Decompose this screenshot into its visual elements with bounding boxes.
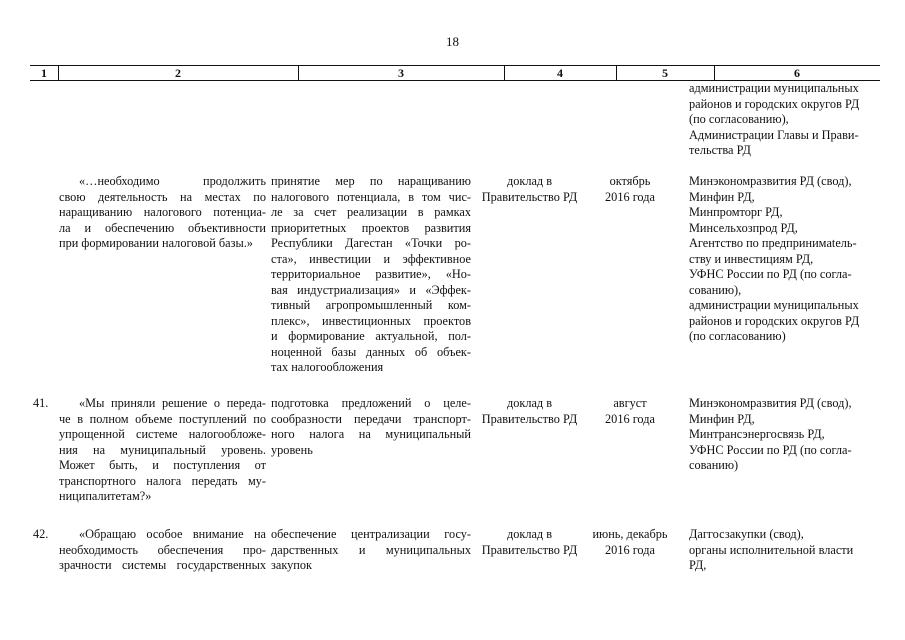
row-deadline bbox=[590, 527, 670, 558]
text-line: администрации муниципальных bbox=[689, 81, 859, 95]
text-line: Может быть, и поступления от bbox=[59, 458, 266, 472]
text-line: Минфин РД, bbox=[689, 189, 755, 204]
row-measure bbox=[271, 396, 471, 458]
text-line: обеспечение централизации госу- bbox=[271, 527, 471, 541]
text-line: зрачности системы государственных bbox=[59, 558, 266, 572]
text-line: необходимость обеспечения про- bbox=[59, 542, 266, 557]
text-line: Минэкономразвития РД (свод), bbox=[689, 174, 852, 188]
text-line: дарственных и муниципальных bbox=[271, 542, 471, 557]
text-line: (по согласованию) bbox=[689, 329, 786, 343]
text-line: Минсельхозпрод РД, bbox=[689, 220, 798, 235]
row-report-form bbox=[477, 527, 582, 558]
text-line: Агентство по предпринимatель- bbox=[689, 236, 857, 250]
row-measure bbox=[271, 174, 471, 376]
text-line: администрации муниципальных bbox=[689, 298, 859, 312]
text-line: сообразности передачи транспорт- bbox=[271, 411, 471, 426]
text-line: тах налогообложения bbox=[271, 360, 384, 374]
text-line: доклад в bbox=[506, 396, 553, 410]
text-line: «…необходимо продолжить bbox=[79, 174, 266, 188]
row-quote bbox=[59, 396, 266, 505]
text-line: 2016 года bbox=[605, 189, 655, 204]
row-number: 42. bbox=[33, 527, 49, 541]
text-line: транспортного налога передать му- bbox=[59, 473, 266, 488]
text-line: Администрации Главы и Прави- bbox=[689, 127, 859, 142]
text-line: районов и городских округов РД bbox=[689, 96, 860, 111]
text-line: тельства РД bbox=[689, 143, 751, 157]
text-line: Минэкономразвития РД (свод), bbox=[689, 396, 852, 410]
text-line: приоритетных проектов развития bbox=[271, 220, 471, 235]
row-quote bbox=[59, 527, 266, 574]
row-measure bbox=[271, 527, 471, 574]
text-line: Минпромторг РД, bbox=[689, 205, 783, 219]
row-responsible bbox=[689, 174, 874, 345]
text-line: Минтрансэнергосвязь РД, bbox=[689, 427, 825, 441]
table-header bbox=[30, 65, 880, 81]
text-line: вая индустриализация» и «Эффек- bbox=[271, 282, 471, 297]
header-col-3: 3 bbox=[398, 66, 404, 80]
text-line: РД, bbox=[689, 558, 707, 572]
text-line: подготовка предложений о целе- bbox=[271, 396, 471, 410]
text-line: органы исполнительной власти bbox=[689, 542, 854, 557]
text-line: сованию) bbox=[689, 458, 739, 472]
text-line: Республики Дагестан «Точки ро- bbox=[271, 236, 471, 250]
header-col-1: 1 bbox=[41, 66, 47, 80]
text-line: август bbox=[613, 396, 647, 410]
text-line: УФНС России по РД (по согла- bbox=[689, 442, 852, 457]
text-line: Правительство РД bbox=[481, 542, 578, 557]
text-line: принятие мер по наращиванию bbox=[271, 174, 471, 188]
text-line: сованию), bbox=[689, 282, 742, 297]
text-line: (по согласованию), bbox=[689, 112, 789, 126]
text-line: территориальное развитие», «Но- bbox=[271, 267, 471, 281]
text-line: плекс», инвестиционных проектов bbox=[271, 313, 471, 328]
text-line: налогового потенциала, в том чис- bbox=[271, 189, 471, 204]
text-line: тивный агропромышленный ком- bbox=[271, 298, 471, 312]
text-line: июнь, декабрь bbox=[592, 527, 668, 541]
text-line: свою деятельность на местах по bbox=[59, 189, 266, 204]
text-line: че в полном объеме поступлений по bbox=[59, 411, 266, 426]
row-number: 41. bbox=[33, 396, 49, 410]
text-line: «Мы приняли решение о переда- bbox=[79, 396, 266, 410]
text-line: закупок bbox=[271, 558, 312, 572]
row-quote bbox=[59, 174, 266, 252]
text-line: Правительство РД bbox=[481, 189, 578, 204]
text-line: при формировании налоговой базы.» bbox=[59, 236, 253, 250]
text-line: ного налога на муниципальный bbox=[271, 427, 471, 441]
header-col-4: 4 bbox=[557, 66, 563, 80]
row-report-form bbox=[477, 174, 582, 205]
text-line: ству и инвестициям РД, bbox=[689, 251, 814, 266]
text-line: упрощенной системе налогообложе- bbox=[59, 427, 266, 441]
text-line: октябрь bbox=[609, 174, 651, 188]
text-line: Правительство РД bbox=[481, 411, 578, 426]
text-line: УФНС России по РД (по согла- bbox=[689, 267, 852, 281]
text-line: уровень bbox=[271, 442, 313, 457]
row-report-form bbox=[477, 396, 582, 427]
text-line: ла и обеспечению объективности bbox=[59, 220, 266, 235]
continuation-col6 bbox=[689, 81, 874, 159]
text-line: Даггосзакупки (свод), bbox=[689, 527, 804, 541]
page-number: 18 bbox=[446, 34, 459, 49]
row-deadline bbox=[590, 396, 670, 427]
text-line: 2016 года bbox=[605, 411, 655, 426]
text-line: и формирование актуальной, пол- bbox=[271, 329, 471, 343]
text-line: ноценной базы данных об объек- bbox=[271, 344, 471, 359]
header-col-5: 5 bbox=[662, 66, 668, 80]
text-line: наращиванию налогового потенциа- bbox=[59, 205, 266, 219]
text-line: ниципалитетам?» bbox=[59, 489, 152, 503]
header-col-6: 6 bbox=[794, 66, 800, 80]
text-line: ле за счет реализации в рамках bbox=[271, 205, 471, 219]
text-line: ста», инвестиции и эффективное bbox=[271, 251, 471, 266]
header-col-2: 2 bbox=[175, 66, 181, 80]
row-responsible bbox=[689, 396, 874, 474]
text-line: доклад в bbox=[506, 527, 553, 541]
text-line: ния на муниципальный уровень. bbox=[59, 442, 266, 457]
text-line: «Обращаю особое внимание на bbox=[79, 527, 266, 541]
text-line: районов и городских округов РД bbox=[689, 313, 860, 328]
text-line: доклад в bbox=[506, 174, 553, 188]
row-deadline bbox=[590, 174, 670, 205]
text-line: 2016 года bbox=[605, 542, 655, 557]
text-line: Минфин РД, bbox=[689, 411, 755, 426]
row-responsible bbox=[689, 527, 874, 574]
